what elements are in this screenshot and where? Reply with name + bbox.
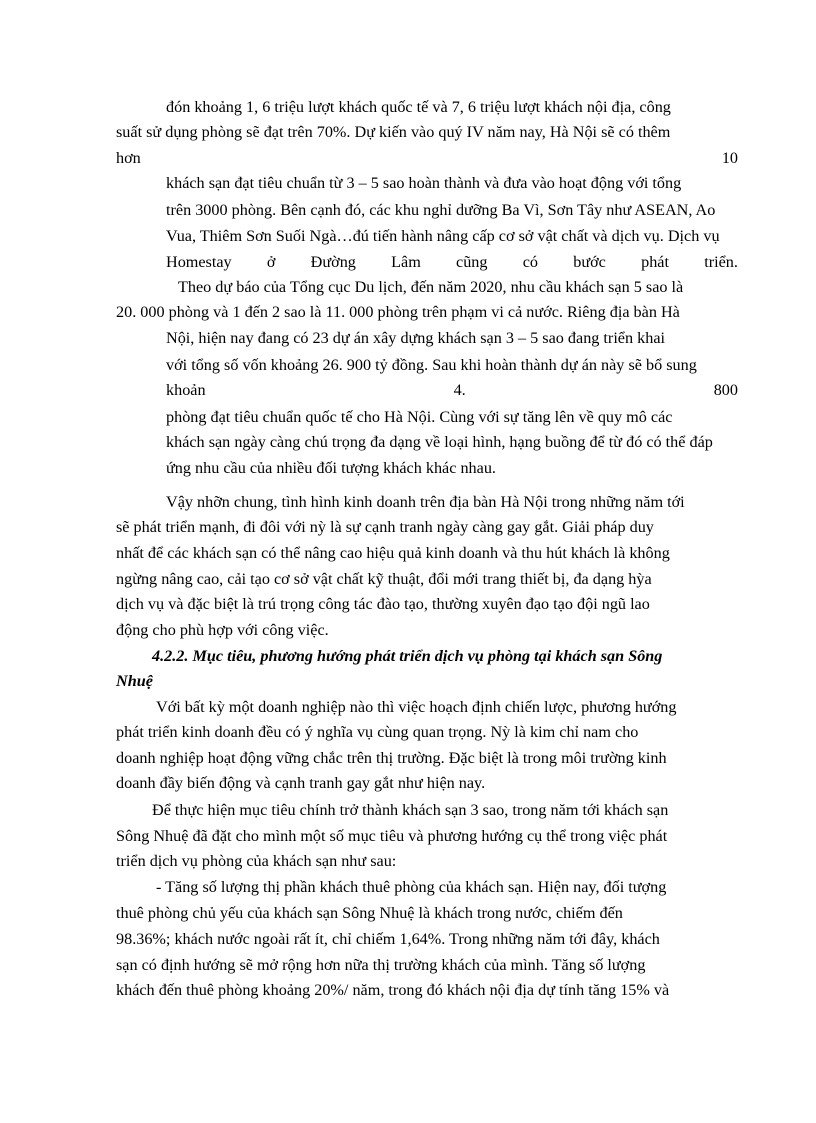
word: bước xyxy=(573,253,606,271)
text-line xyxy=(166,252,738,272)
word: khoản xyxy=(166,381,206,399)
text-line: khách sạn ngày càng chú trọng đa dạng về loại hình, hạng buồng để từ đó có thể đáp xyxy=(166,433,713,451)
text-line: - Tăng số lượng thị phần khách thuê phòng của khách sạn. Hiện nay, đối tượng xyxy=(156,878,667,896)
text-line: Vua, Thiêm Sơn Suối Ngà…đú tiến hành nâng cấp cơ sở vật chất và dịch vụ. Dịch vụ xyxy=(166,227,720,245)
text-line: ngừng nâng cao, cải tạo cơ sở vật chất kỹ thuật, đổi mới trang thiết bị, đa dạng hỳa xyxy=(116,570,652,588)
text-line: phòng đạt tiêu chuẩn quốc tế cho Hà Nội. Cùng với sự tăng lên về quy mô các xyxy=(166,408,673,426)
text-line: khách đến thuê phòng khoảng 20%/ năm, trong đó khách nội địa dự tính tăng 15% và xyxy=(116,981,670,999)
text-line: Nội, hiện nay đang có 23 dự án xây dựng khách sạn 3 – 5 sao đang triển khai xyxy=(166,329,666,347)
text-line: triển dịch vụ phòng của khách sạn như sau: xyxy=(116,852,397,870)
text-line: Sông Nhuệ đã đặt cho mình một số mục tiêu và phương hướng cụ thể trong việc phát xyxy=(116,827,668,845)
text-line: Vậy nhỡn chung, tình hình kinh doanh trên địa bàn Hà Nội trong những năm tới xyxy=(166,493,685,511)
word: Homestay xyxy=(166,253,232,271)
text-line: trên 3000 phòng. Bên cạnh đó, các khu nghỉ dưỡng Ba Vì, Sơn Tây như ASEAN, Ao xyxy=(166,201,716,219)
text-line xyxy=(116,148,738,168)
word: 800 xyxy=(713,381,738,399)
text-line: động cho phù hợp với công việc. xyxy=(116,621,329,639)
word: phát xyxy=(641,253,669,271)
text-line: sẽ phát triển mạnh, đi đôi với nỳ là sự cạnh tranh ngày càng gay gắt. Giải pháp duy xyxy=(116,518,654,536)
text-line: Theo dự báo của Tổng cục Du lịch, đến năm 2020, nhu cầu khách sạn 5 sao là xyxy=(178,278,684,296)
text-line: Để thực hiện mục tiêu chính trở thành khách sạn 3 sao, trong năm tới khách sạn xyxy=(152,801,669,819)
text-line: phát triển kinh doanh đều có ý nghĩa vụ cùng quan trọng. Nỳ là kim chỉ nam cho xyxy=(116,723,639,741)
word: cũng xyxy=(456,253,488,271)
word: Lâm xyxy=(391,253,421,271)
text-line: doanh nghiệp hoạt động vững chắc trên thị trường. Đặc biệt là trong môi trường kinh xyxy=(116,749,667,767)
text-line: suất sử dụng phòng sẽ đạt trên 70%. Dự kiến vào quý IV năm nay, Hà Nội sẽ có thêm xyxy=(116,123,671,141)
word: triển. xyxy=(704,253,738,271)
word: có xyxy=(522,253,539,271)
word: hơn xyxy=(116,149,141,167)
text-line: 20. 000 phòng và 1 đến 2 sao là 11. 000 phòng trên phạm vi cả nước. Riêng địa bàn Hà xyxy=(116,303,680,321)
text-line: khách sạn đạt tiêu chuẩn từ 3 – 5 sao hoàn thành và đưa vào hoạt động với tổng xyxy=(166,174,682,192)
word: 4. xyxy=(453,381,466,399)
text-line: ứng nhu cầu của nhiều đối tượng khách khác nhau. xyxy=(166,459,496,477)
word: Đường xyxy=(310,253,356,271)
text-line: dịch vụ và đặc biệt là trú trọng công tác đào tạo, thường xuyên đạo tạo đội ngũ lao xyxy=(116,595,650,613)
section-heading-cont: Nhuệ xyxy=(116,672,153,690)
word: 10 xyxy=(721,149,738,167)
text-line: đón khoảng 1, 6 triệu lượt khách quốc tế và 7, 6 triệu lượt khách nội địa, công xyxy=(166,98,671,116)
text-line: Với bất kỳ một doanh nghiệp nào thì việc hoạch định chiến lược, phương hướng xyxy=(156,698,677,716)
text-line xyxy=(166,380,738,400)
text-line: thuê phòng chủ yếu của khách sạn Sông Nhuệ là khách trong nước, chiếm đến xyxy=(116,904,623,922)
text-line: sạn có định hướng sẽ mở rộng hơn nữa thị trường khách của mình. Tăng số lượng xyxy=(116,956,646,974)
section-heading: 4.2.2. Mục tiêu, phương hướng phát triển dịch vụ phòng tại khách sạn Sông xyxy=(152,647,663,665)
text-line: nhất để các khách sạn có thể nâng cao hiệu quả kinh doanh và thu hút khách là không xyxy=(116,544,670,562)
text-line: doanh đầy biến động và cạnh tranh gay gắt như hiện nay. xyxy=(116,774,486,792)
text-line: 98.36%; khách nước ngoài rất ít, chỉ chiếm 1,64%. Trong những năm tới đây, khách xyxy=(116,930,660,948)
text-line: với tổng số vốn khoảng 26. 900 tỷ đồng. Sau khi hoàn thành dự án này sẽ bổ sung xyxy=(166,356,697,374)
word: ở xyxy=(266,253,276,271)
